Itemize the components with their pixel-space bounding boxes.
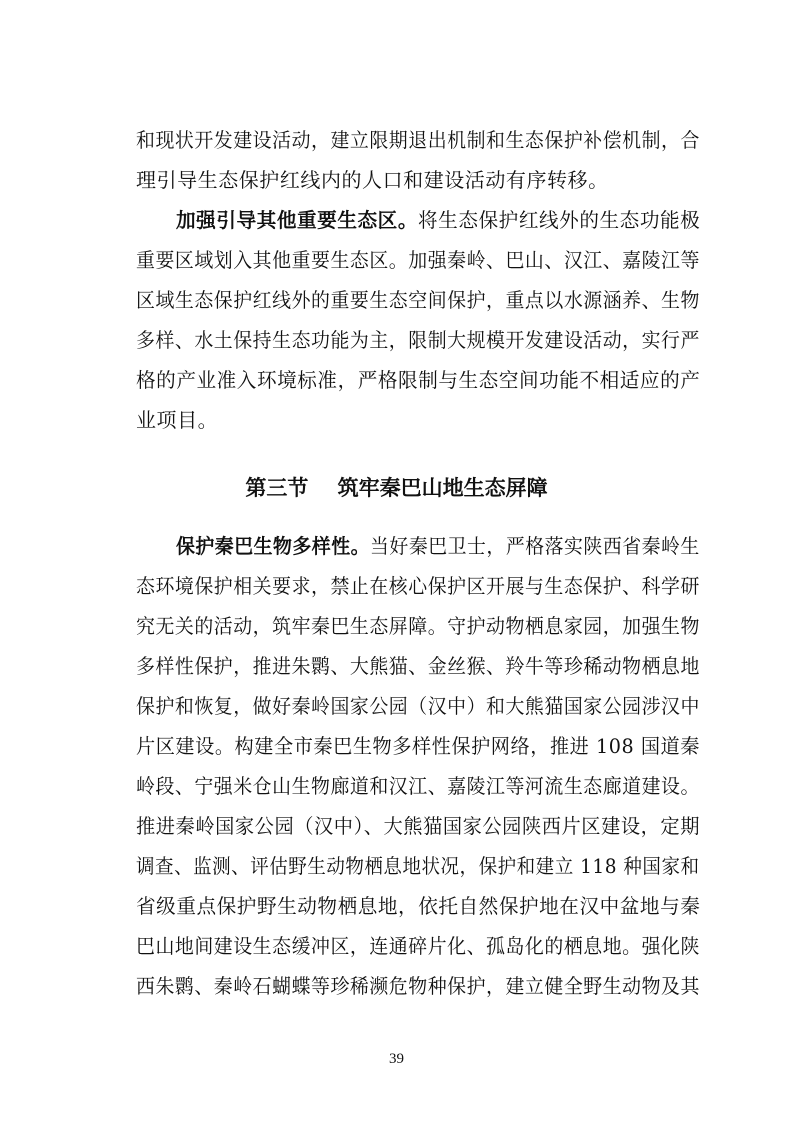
paragraph-2-line-4: 多样、水土保持生态功能为主，限制大规模开发建设活动，实行严	[136, 328, 700, 352]
paragraph-3-line-9: 调查、监测、评估野生动物栖息地状况，保护和建立 118 种国家和	[136, 854, 700, 878]
paragraph-3-first-line	[176, 532, 700, 560]
paragraph-3-line-2: 态环境保护相关要求，禁止在核心保护区开展与生态保护、科学研	[136, 574, 700, 598]
paragraph-3-line-11: 巴山地间建设生态缓冲区，连通碎片化、孤岛化的栖息地。强化陕	[136, 934, 700, 958]
paragraph-2-line-2: 重要区域划入其他重要生态区。加强秦岭、巴山、汉江、嘉陵江等	[136, 248, 700, 272]
paragraph-2-first-line	[176, 206, 700, 234]
paragraph-3-line-4: 多样性保护，推进朱鹮、大熊猫、金丝猴、羚牛等珍稀动物栖息地	[136, 654, 700, 678]
paragraph-2-line-5: 格的产业准入环境标准，严格限制与生态空间功能不相适应的产	[136, 368, 701, 392]
paragraph-2-line-6: 业项目。	[136, 408, 219, 432]
section-heading: 第三节 筑牢秦巴山地生态屏障	[245, 476, 548, 500]
paragraph-3-line-8: 推进秦岭国家公园（汉中）、大熊猫国家公园陕西片区建设，定期	[136, 814, 700, 838]
paragraph-2-lead: 加强引导其他重要生态区。	[176, 208, 418, 232]
paragraph-1-line-2: 理引导生态保护红线内的人口和建设活动有序转移。	[136, 168, 609, 192]
paragraph-3-line-10: 省级重点保护野生动物栖息地，依托自然保护地在汉中盆地与秦	[136, 894, 701, 918]
paragraph-3-lead: 保护秦巴生物多样性。	[176, 534, 371, 558]
paragraph-2-line-3: 区域生态保护红线外的重要生态空间保护，重点以水源涵养、生物	[136, 288, 700, 312]
paragraph-3-line-12: 西朱鹮、秦岭石蝴蝶等珍稀濒危物种保护，建立健全野生动物及其	[136, 974, 700, 998]
paragraph-2-first-line-rest: 将生态保护红线外的生态功能极	[417, 208, 701, 232]
page-number: 39	[389, 1051, 404, 1067]
paragraph-1-line-1: 和现状开发建设活动，建立限期退出机制和生态保护补偿机制，合	[136, 128, 700, 152]
paragraph-3-line-6: 片区建设。构建全市秦巴生物多样性保护网络，推进 108 国道秦	[136, 734, 700, 758]
paragraph-3-line-5: 保护和恢复，做好秦岭国家公园（汉中）和大熊猫国家公园涉汉中	[136, 694, 700, 718]
paragraph-3-first-line-rest: 当好秦巴卫士，严格落实陕西省秦岭生	[370, 534, 700, 558]
paragraph-3-line-7: 岭段、宁强米仓山生物廊道和汉江、嘉陵江等河流生态廊道建设。	[136, 774, 700, 798]
paragraph-3-line-3: 究无关的活动，筑牢秦巴生态屏障。守护动物栖息家园，加强生物	[136, 614, 700, 638]
